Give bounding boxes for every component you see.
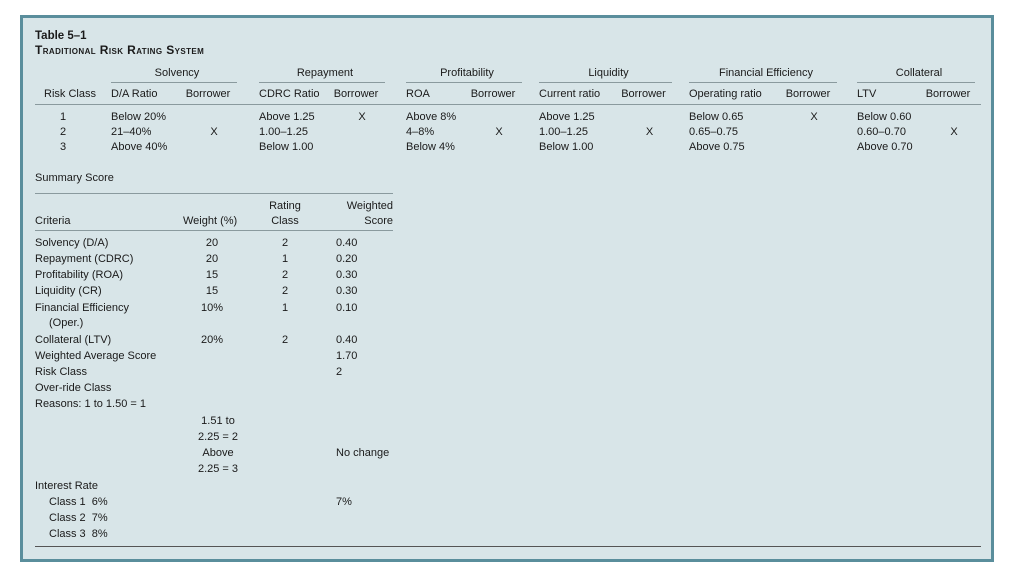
table-cell: Below 1.00 <box>539 141 594 153</box>
group-rule <box>539 82 672 83</box>
summary-header-rating-line1: Rating <box>269 200 301 212</box>
column-header: Borrower <box>470 88 516 100</box>
group-rule <box>857 82 975 83</box>
interest-rate-label: Interest Rate <box>35 480 98 492</box>
override-label: Over-ride Class <box>35 382 112 394</box>
group-rule <box>111 82 237 83</box>
column-header: Borrower <box>185 88 231 100</box>
summary-header-rating-line2: Class <box>271 215 299 227</box>
summary-criteria-cont: (Oper.) <box>49 317 84 329</box>
table-cell: 1 <box>59 111 67 123</box>
summary-weight: 10% <box>200 302 224 314</box>
interest-class-3: Class 3 8% <box>49 528 108 540</box>
summary-weight: 15 <box>205 285 219 297</box>
table-cell: Below 0.60 <box>857 111 912 123</box>
summary-weight: 20% <box>200 334 224 346</box>
no-change-text: No change <box>336 447 390 459</box>
table-cell: Above 1.25 <box>259 111 315 123</box>
header-rule <box>35 104 981 105</box>
table-cell: Above 0.75 <box>689 141 745 153</box>
column-header: Borrower <box>925 88 971 100</box>
summary-header-weighted-line1: Weighted <box>346 200 393 212</box>
group-header-liquidity: Liquidity <box>588 67 629 79</box>
table-cell: 21–40% <box>111 126 152 138</box>
table-cell: 3 <box>59 141 67 153</box>
table-cell: X <box>950 126 958 138</box>
table-cell: X <box>810 111 818 123</box>
table-cell: 0.65–0.75 <box>689 126 738 138</box>
table-cell: Above 1.25 <box>539 111 595 123</box>
summary-header-rule <box>35 230 393 231</box>
table-cell: 1.00–1.25 <box>539 126 588 138</box>
interest-class-1: Class 1 6% <box>49 496 108 508</box>
weighted-average-value: 1.70 <box>336 350 358 362</box>
table-cell: 0.60–0.70 <box>857 126 906 138</box>
summary-weighted: 0.20 <box>336 253 358 265</box>
table-cell: Above 0.70 <box>857 141 913 153</box>
reason-2-line1: 1.51 to <box>201 415 235 427</box>
table-number: Table 5–1 <box>35 30 87 42</box>
summary-weight: 15 <box>205 269 219 281</box>
summary-weighted: 0.30 <box>336 269 358 281</box>
summary-title: Summary Score <box>35 172 114 184</box>
summary-criteria: Profitability (ROA) <box>35 269 124 281</box>
column-header: Operating ratio <box>689 88 762 100</box>
summary-criteria: Solvency (D/A) <box>35 237 109 249</box>
summary-rating: 2 <box>281 334 289 346</box>
table-cell: X <box>358 111 366 123</box>
summary-criteria: Collateral (LTV) <box>35 334 112 346</box>
summary-weighted: 0.10 <box>336 302 358 314</box>
summary-criteria: Repayment (CDRC) <box>35 253 134 265</box>
table-cell: Above 40% <box>111 141 168 153</box>
table-cell: X <box>210 126 218 138</box>
group-header-profitability: Profitability <box>440 67 494 79</box>
group-header-solvency: Solvency <box>154 67 200 79</box>
table-cell: Below 1.00 <box>259 141 314 153</box>
column-header: LTV <box>857 88 877 100</box>
weighted-average-label: Weighted Average Score <box>35 350 157 362</box>
summary-weighted: 0.30 <box>336 285 358 297</box>
summary-rating: 1 <box>281 253 289 265</box>
group-rule <box>406 82 522 83</box>
reason-3-line1: Above <box>202 447 234 459</box>
reasons-label: Reasons: 1 to 1.50 = 1 <box>35 398 146 410</box>
summary-header-criteria: Criteria <box>35 215 71 227</box>
summary-top-rule <box>35 193 393 194</box>
summary-header-weight: Weight (%) <box>183 215 238 227</box>
summary-criteria: Liquidity (CR) <box>35 285 102 297</box>
summary-criteria: Financial Efficiency <box>35 302 129 314</box>
summary-weight: 20 <box>205 253 219 265</box>
reason-3-line2: 2.25 = 3 <box>197 463 239 475</box>
column-header: Borrower <box>621 88 666 100</box>
column-header: ROA <box>406 88 430 100</box>
group-header-financial-efficiency: Financial Efficiency <box>719 67 813 79</box>
group-header-repayment: Repayment <box>296 67 354 79</box>
table-cell: Below 20% <box>111 111 167 123</box>
table-cell: Below 4% <box>406 141 455 153</box>
summary-header-weighted-line2: Score <box>364 215 393 227</box>
summary-rating: 2 <box>281 237 289 249</box>
summary-rating: 2 <box>281 285 289 297</box>
group-rule <box>689 82 837 83</box>
summary-rating: 2 <box>281 269 289 281</box>
summary-rating: 1 <box>281 302 289 314</box>
column-header: CDRC Ratio <box>259 88 320 100</box>
risk-class-label: Risk Class <box>35 366 87 378</box>
table-cell: X <box>495 126 503 138</box>
risk-class-value: 2 <box>336 366 343 378</box>
table-cell: X <box>645 126 654 138</box>
summary-weight: 20 <box>205 237 219 249</box>
table-frame <box>20 15 994 562</box>
reason-2-line2: 2.25 = 2 <box>197 431 239 443</box>
table-title: Traditional Risk Rating System <box>35 43 205 57</box>
column-header: Borrower <box>785 88 831 100</box>
table-cell: Below 0.65 <box>689 111 744 123</box>
summary-weighted: 0.40 <box>336 237 358 249</box>
summary-weighted: 0.40 <box>336 334 358 346</box>
interest-rate-value: 7% <box>336 496 352 508</box>
table-cell: 2 <box>59 126 67 138</box>
table-cell: 1.00–1.25 <box>259 126 308 138</box>
column-header: Risk Class <box>44 88 96 100</box>
column-header: Borrower <box>333 88 379 100</box>
table-cell: 4–8% <box>406 126 435 138</box>
column-header: D/A Ratio <box>111 88 158 100</box>
table-cell: Above 8% <box>406 111 457 123</box>
bottom-rule <box>35 546 981 547</box>
interest-class-2: Class 2 7% <box>49 512 108 524</box>
column-header: Current ratio <box>539 88 601 100</box>
group-header-collateral: Collateral <box>895 67 943 79</box>
group-rule <box>259 82 385 83</box>
